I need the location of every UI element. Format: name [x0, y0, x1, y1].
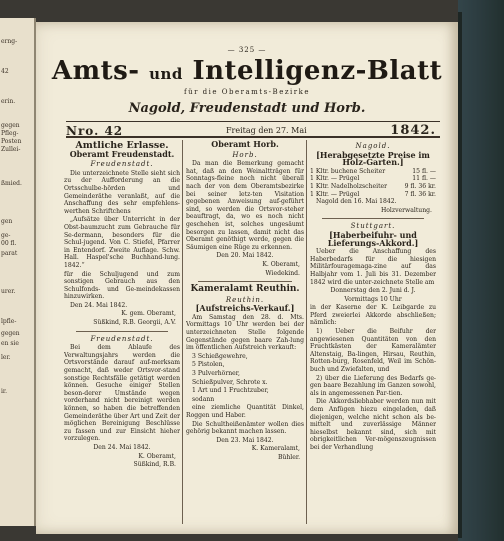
- book-spine-edge: [458, 12, 462, 538]
- signature: Bühler.: [277, 453, 300, 461]
- separator: [322, 218, 424, 219]
- issue-year: 1842.: [390, 123, 436, 138]
- signature: Wiedekind.: [265, 269, 300, 277]
- signature: K. Kameralamt,: [251, 445, 300, 453]
- list-item: 1 Art und 1 Fruchtzuber,: [192, 387, 269, 395]
- notice-paragraph: Ueber die Anschaffung des Haberbedarfs für die hiesigen Militärfouragemaga-zine auf das Halbjahr vom 1. Juli bis 31. Dezember 1842 wird die unter-zeichnete Stelle am: [310, 248, 436, 286]
- notice-heading: [Aufstreichs-Verkauf.]: [195, 303, 295, 314]
- price-item: 1 Kltr. — Prügel: [310, 190, 360, 198]
- column-2: [186, 140, 304, 534]
- notice-paragraph: 1) Ueber die Beifuhr der angewiesenen Quantitäten von den Fruchtkästen der Kameralämter Altenstaig, Ba-lingen, Hirsau, Reuthin, Rotten-burg, Rosenfeld, Weil im Schön-buch und Zwiefalten, und: [310, 328, 436, 374]
- masthead-part: und: [149, 65, 183, 83]
- location-heading: Freudenstadt.: [90, 334, 154, 343]
- fragment: erin.: [1, 98, 16, 105]
- office-heading: Oberamt Horb.: [211, 140, 279, 149]
- list-item: Schießpulver, Schrote x.: [192, 378, 268, 386]
- newspaper-page: [36, 22, 458, 534]
- notice-paragraph: für die Schuljugend und zum sonstigen Gebrauch aus den Schulfonds- und Ge-meindekassen hinzuwirken.: [64, 270, 180, 301]
- separator: [198, 281, 292, 282]
- book-spine: [458, 0, 504, 541]
- notice-heading: [Herabgesetzte Preise im Holz-Garten.]: [316, 149, 430, 168]
- issue-number: Nro. 42: [66, 124, 124, 138]
- notice-date: Den 24. Mai 1842.: [93, 443, 151, 451]
- fragment: urer.: [1, 288, 16, 295]
- notice-paragraph: eine ziemliche Quantität Dinkel, Roggen und Haber.: [186, 404, 304, 419]
- section-heading: Amtliche Erlasse.: [75, 140, 169, 151]
- price-value: 11 fl. —: [412, 175, 436, 183]
- price-row: [310, 175, 436, 183]
- fragment: ge-: [1, 232, 11, 239]
- page-number: — 325 —: [227, 46, 267, 54]
- column-3: [310, 140, 436, 534]
- fragment: ßmied.: [1, 180, 22, 187]
- notice-date: Den 23. Mai 1842.: [216, 436, 274, 444]
- signature: Süßkind, R.B. Georgii, A.V.: [93, 319, 176, 327]
- signature: K. Oberamt,: [138, 452, 176, 460]
- fragment: Zullei-: [1, 146, 21, 153]
- notice-paragraph: 2) über die Lieferung des Bedarfs ge-gen baare Bezahlung im Ganzen sowohl, als in angemessenen Par-tien.: [310, 374, 436, 397]
- notice-paragraph: Die Akkordsliebhaber werden nun mit dem Anfügen hiezu eingeladen, daß diejenigen, welche nicht schon als be-mittelt und zuverlässige Männer hieselbst bekannt sind, sich mit obrigkeitlichen Ver-mögenszeugnissen bei der Verhandlung: [310, 398, 436, 451]
- location-heading: Horb.: [232, 150, 258, 159]
- list-item: 5 Pistolen,: [192, 361, 225, 369]
- notice-heading: [Haberbeifuhr- und Lieferungs-Akkord.]: [327, 229, 419, 248]
- signature: Süßkind, R.B.: [133, 461, 176, 469]
- price-item: 1 Kltr. buchene Scheiter: [310, 167, 386, 175]
- location-heading: Freudenstadt.: [90, 160, 154, 169]
- price-row: [310, 168, 436, 176]
- fragment: 00 fl.: [1, 240, 17, 247]
- masthead-title: [36, 56, 458, 86]
- column-1: [64, 140, 180, 534]
- notice-date: Den 24. Mai 1842.: [70, 301, 128, 309]
- masthead-part: Amts-: [51, 56, 140, 86]
- location-heading: Stuttgart.: [350, 222, 396, 231]
- office-heading: Oberamt Freudenstadt.: [69, 148, 175, 159]
- signature: K. Oberamt,: [262, 260, 300, 268]
- notice-date: Donnerstag den 2. Juni d. J.: [330, 287, 416, 295]
- signature: Holzverwaltung.: [380, 206, 432, 214]
- price-item: 1 Kltr. — Prügel: [310, 175, 360, 183]
- notice-paragraph: Die unterzeichnete Stelle sieht sich zu der Aufforderung an die Ortsschulbe-hörden und Gemeinderäthe veranlaßt, auf die Anschaffung des sehr empfehlens-werthen Schriftchens: [64, 169, 180, 215]
- notice-paragraph: Die Schultheißenämter wollen dies gehörig bekannt machen lassen.: [186, 420, 304, 436]
- fragment: parat: [1, 250, 18, 257]
- price-item: 1 Kltr. Nadelholzscheiter: [310, 182, 388, 190]
- price-row: [310, 183, 436, 191]
- masthead-part: Intelligenz-Blatt: [192, 56, 443, 86]
- notice-paragraph: Bei dem Ablaufe des Verwaltungsjahrs werden die Ortsvorstände darauf auf-merksam gemacht, daß weder Ortsvor-stand sonstige Rechtsfälle getätigt werden können. Gesuche einiger Stellen beson-derer Umstände wegen vorderhand nicht bereinigt werden können, so haben die betreffenden Gemeinderäthe über Art und Zeit der möglichen Bereinigung Beschlüsse zu fassen und zur Einsicht hieher vorzulegen.: [64, 344, 180, 443]
- column-rule: [306, 140, 307, 524]
- price-value: 7 fl. 36 kr.: [404, 190, 436, 198]
- fragment: ir.: [1, 388, 8, 395]
- header-rule-bold: [66, 136, 440, 138]
- location-heading: Nagold.: [355, 142, 391, 150]
- notice-paragraph: in der Kaserne der K. Leibgarde zu Pferd zweierlei Akkorde abschließen; nämlich:: [310, 304, 436, 327]
- notice-paragraph: Am Samstag den 28. d. Mts. Vormittags 10 Uhr werden bei der unterzeichneten Stelle folgende Gegenstände gegen baare Zah-lung im öffentlichen Aufstreich verkauft:: [186, 313, 304, 352]
- fragment: erng-: [1, 38, 18, 45]
- fragment: gen: [1, 218, 13, 225]
- signature: K. gem. Oberamt,: [121, 310, 176, 318]
- notice-paragraph: Da man die Bemerkung gemacht hat, daß an den Weinaltträgen für Sonntags-fleine noch nicht überall nach der von dem Oberamtsbezirke bei seiner letz-ten Visitation gegebenen Anweisung auf-geführt sind, so werden die Ortsvor-steher beauftragt, da, wo es noch nicht geschehen ist, solches ungesäumt besorgen zu lassen, damit nicht das Oberamt genöthigt werde, gegen die Säumigen eine Rüge zu erkennen.: [186, 160, 304, 251]
- notice-date: Nagold den 16. Mai 1842.: [316, 198, 397, 206]
- adjacent-page-strip: [0, 18, 36, 526]
- fragment: gegen: [1, 330, 20, 337]
- issue-date: Freitag den 27. Mai: [226, 126, 307, 135]
- notice-time: Vormittags 10 Uhr: [344, 295, 402, 303]
- fragment: gegen: [1, 122, 20, 129]
- fragment: en sie: [1, 340, 19, 347]
- fragment: ler.: [1, 354, 11, 361]
- notice-paragraph: „Aufsätze über Unterricht in der Obst-baumzucht zum Gebrauche für Se-dermann, besonders für die Schul-jugend. Von C. Stiefel, Pfarrer in Entendorf. Zweite Auflage. Schw. Hall. Haspel'sche Buchhand-lung. 1842.“: [64, 216, 180, 269]
- notice-date: Den 20. Mai 1842.: [216, 252, 274, 260]
- fragment: Posten: [1, 138, 22, 145]
- separator: [76, 331, 168, 332]
- price-row: [310, 191, 436, 199]
- price-value: 9 fl. 36 kr.: [404, 182, 436, 190]
- fragment: 42: [1, 68, 9, 75]
- list-item: 3 Schießgewehre,: [192, 352, 248, 360]
- header-rule: [66, 121, 440, 122]
- list-item: 3 Pulverhörner,: [192, 370, 240, 378]
- notice-paragraph: sodann: [192, 395, 215, 403]
- price-value: 15 fl. —: [412, 167, 436, 175]
- section-heading: Kameralamt Reuthin.: [190, 284, 300, 295]
- masthead-subtitle: für die Oberamts-Bezirke: [184, 88, 310, 96]
- fragment: Pfleg-: [1, 130, 19, 137]
- fragment: lpfle-: [1, 318, 17, 325]
- column-rule: [182, 140, 183, 524]
- location-heading: Reuthin.: [225, 295, 265, 304]
- masthead-districts: Nagold, Freudenstadt und Horb.: [128, 101, 366, 116]
